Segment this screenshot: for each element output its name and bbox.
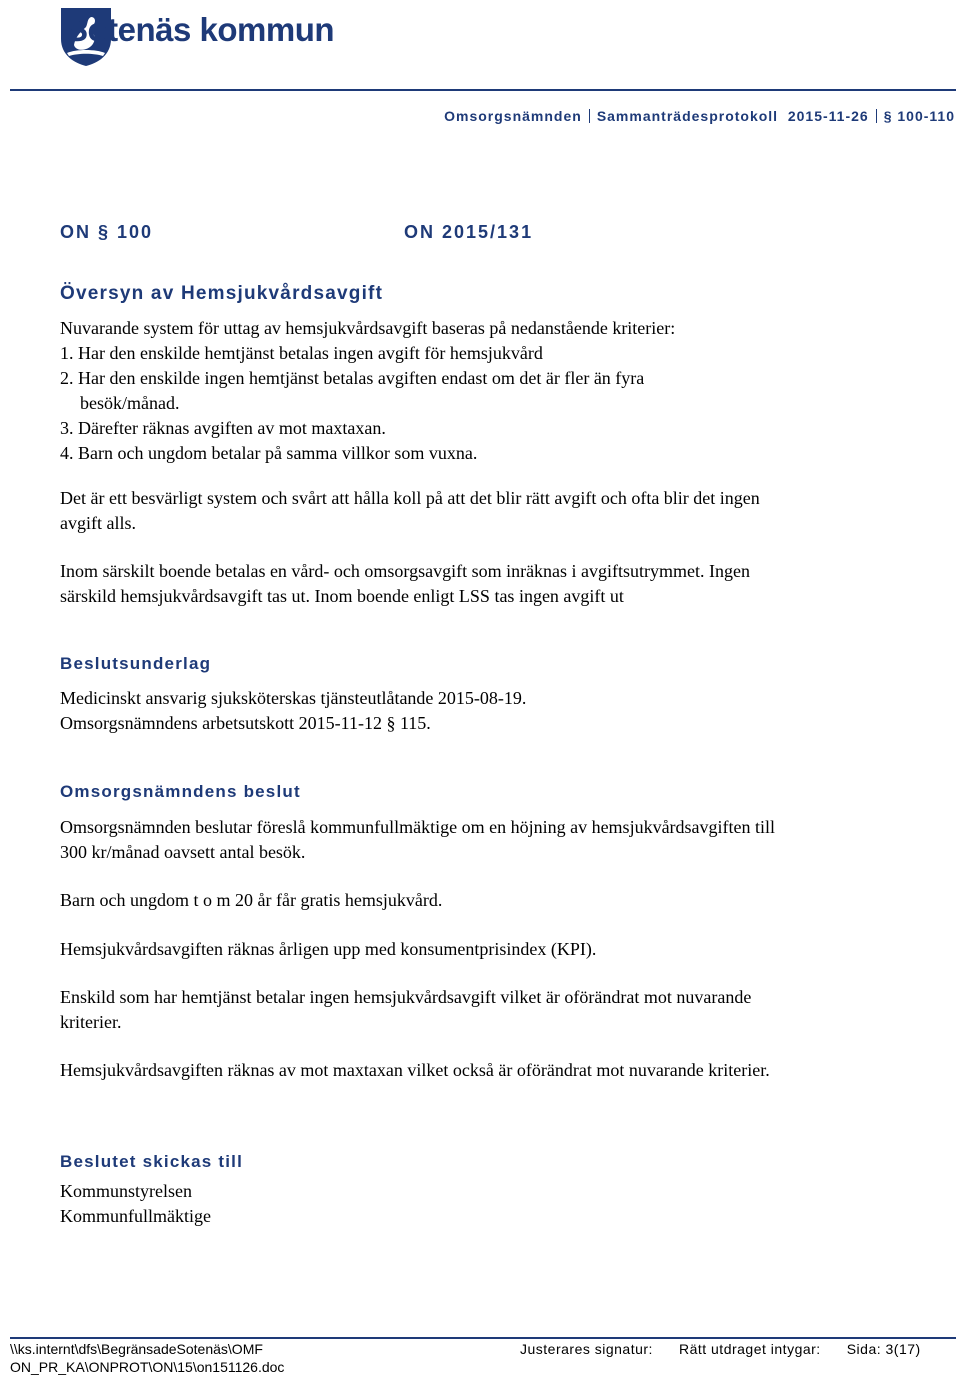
footer-signatures: [520, 1340, 921, 1358]
page-header: [444, 108, 955, 124]
paragraph-line: Hemsjukvårdsavgiften räknas av mot maxtaxan vilket också är oförändrat mot nuvarande kriterier.: [60, 1060, 770, 1080]
case-section: ON § 100: [60, 222, 154, 242]
recipient-item: Kommunstyrelsen: [60, 1181, 192, 1201]
justerares-signatur-label: Justerares signatur:: [520, 1341, 653, 1357]
intro-text: Nuvarande system för uttag av hemsjukvårdsavgift baseras på nedanstående kriterier:: [60, 318, 676, 338]
criteria-item: 2. Har den enskilde ingen hemtjänst betalas avgiften endast om det är fler än fyra: [60, 368, 645, 388]
paragraph-line: Hemsjukvårdsavgiften räknas årligen upp med konsumentprisindex (KPI).: [60, 939, 597, 959]
header-date: 2015-11-26: [787, 108, 869, 124]
case-reference: [60, 222, 534, 243]
intro-block: [60, 316, 910, 466]
paragraph-line: kriterier.: [60, 1012, 122, 1032]
paragraph-line: Det är ett besvärligt system och svårt att hålla koll på att det blir rätt avgift och ofta blir det ingen: [60, 488, 760, 508]
underlag-item: Medicinskt ansvarig sjuksköterskas tjänsteutlåtande 2015-08-19.: [60, 688, 527, 708]
underlag-heading: Beslutsunderlag: [60, 654, 212, 673]
footer-path-line: ON_PR_KA\ONPROT\ON\15\on151126.doc: [10, 1359, 285, 1375]
criteria-item-continued: besök/månad.: [80, 393, 180, 413]
paragraph-system: [60, 486, 910, 536]
criteria-item: 1. Har den enskilde hemtjänst betalas ingen avgift för hemsjukvård: [60, 343, 543, 363]
skickas-heading: Beslutet skickas till: [60, 1152, 243, 1171]
paragraph-line: Omsorgsnämnden beslutar föreslå kommunfullmäktige om en höjning av hemsjukvårdsavgiften till: [60, 817, 776, 837]
paragraph-line: Enskild som har hemtjänst betalar ingen hemsjukvårdsavgift vilket är oförändrat mot nuvarande: [60, 987, 752, 1007]
paragraph-line: avgift alls.: [60, 513, 136, 533]
paragraph-line: 300 kr/månad oavsett antal besök.: [60, 842, 306, 862]
recipient-item: Kommunfullmäktige: [60, 1206, 211, 1226]
criteria-item: 3. Därefter räknas avgiften av mot maxtaxan.: [60, 418, 386, 438]
paragraph-line: Barn och ungdom t o m 20 år får gratis hemsjukvård.: [60, 890, 443, 910]
underlag-item: Omsorgsnämndens arbetsutskott 2015-11-12 § 115.: [60, 713, 431, 733]
beslut-paragraph: [60, 815, 910, 865]
criteria-item: 4. Barn och ungdom betalar på samma villkor som vuxna.: [60, 443, 478, 463]
beslut-paragraph: [60, 985, 910, 1035]
footer-file-path: [10, 1340, 284, 1376]
beslut-paragraph: [60, 888, 910, 913]
header-committee: Omsorgsnämnden: [444, 108, 582, 124]
case-diary-number: ON 2015/131: [404, 222, 534, 242]
paragraph-boende: [60, 559, 910, 609]
skickas-list: [60, 1179, 910, 1229]
header-separator: [589, 109, 590, 123]
beslut-paragraph: [60, 1058, 910, 1083]
paragraph-line: särskild hemsjukvårdsavgift tas ut. Inom boende enligt LSS tas ingen avgift ut: [60, 586, 624, 606]
header-section: § 100-110: [883, 108, 955, 124]
beslut-paragraph: [60, 937, 910, 962]
underlag-list: [60, 686, 910, 736]
footer-rule: [10, 1337, 956, 1339]
header-separator: [876, 109, 877, 123]
header-doc-type: Sammanträdesprotokoll: [596, 108, 779, 124]
page-number: Sida: 3(17): [846, 1341, 921, 1357]
ratt-utdraget-label: Rätt utdraget intygar:: [678, 1341, 821, 1357]
beslut-heading: Omsorgsnämndens beslut: [60, 782, 301, 801]
logo-wordmark: Sotenäs kommun: [66, 11, 335, 48]
footer-path-line: \\ks.internt\dfs\BegränsadeSotenäs\OMF: [10, 1341, 263, 1357]
page-title: Översyn av Hemsjukvårdsavgift: [60, 283, 384, 304]
header-rule: [10, 89, 956, 91]
paragraph-line: Inom särskilt boende betalas en vård- och omsorgsavgift som inräknas i avgiftsutrymmet. Ingen: [60, 561, 751, 581]
